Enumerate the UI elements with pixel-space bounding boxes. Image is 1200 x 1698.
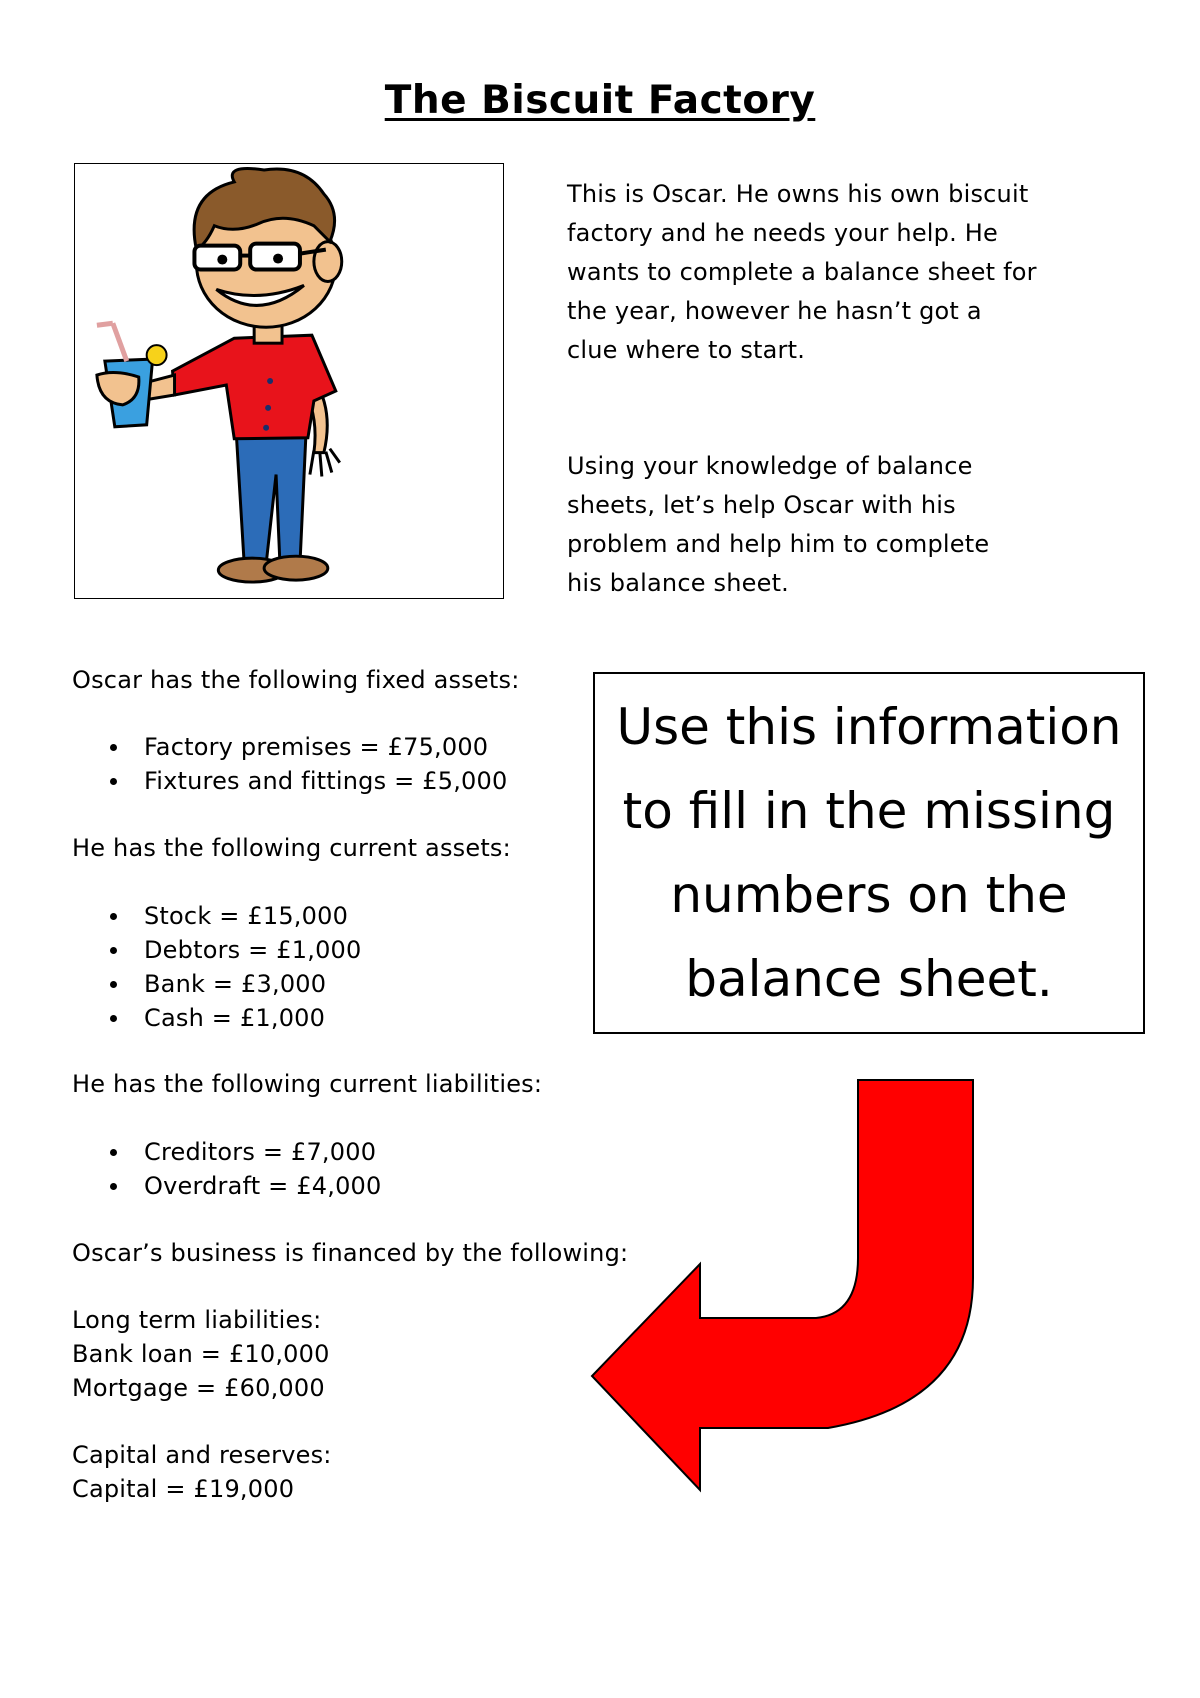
page-title: The Biscuit Factory: [384, 78, 816, 123]
list-item: [72, 967, 362, 1001]
intro-paragraph-2: Using your knowledge of balance sheets, let’s help Oscar with his problem and help him to complete his balance sheet.: [567, 452, 990, 597]
list-item-text: Creditors = £7,000: [144, 1138, 377, 1166]
capital-line: Capital = £19,000: [72, 1475, 295, 1503]
mortgage-line: Mortgage = £60,000: [72, 1374, 325, 1402]
bullet-icon: [110, 778, 117, 785]
bullet-icon: [110, 1149, 117, 1156]
bank-loan-line: Bank loan = £10,000: [72, 1340, 330, 1368]
capital-block: [72, 1438, 332, 1506]
instruction-text: Use this information to fill in the missing numbers on the balance sheet.: [616, 698, 1122, 1008]
oscar-illustration: [74, 163, 504, 599]
current-liabilities-heading: He has the following current liabilities:: [72, 1070, 543, 1098]
list-item-text: Stock = £15,000: [144, 902, 349, 930]
bullet-icon: [110, 744, 117, 751]
list-item: [72, 1001, 362, 1035]
financing-heading: Oscar’s business is financed by the following:: [72, 1239, 629, 1267]
current-assets-heading: He has the following current assets:: [72, 834, 511, 862]
bullet-icon: [110, 913, 117, 920]
list-item: [72, 730, 507, 764]
fixed-assets-list: [72, 730, 507, 798]
list-item: [72, 764, 507, 798]
list-item: [72, 899, 362, 933]
current-assets-list: [72, 899, 362, 1035]
capital-heading: Capital and reserves:: [72, 1441, 332, 1469]
cartoon-man-icon: [75, 164, 503, 598]
list-item: [72, 933, 362, 967]
curved-arrow: [588, 1078, 983, 1498]
long-term-liabilities-heading: Long term liabilities:: [72, 1306, 322, 1334]
bullet-icon: [110, 947, 117, 954]
list-item: [72, 1135, 382, 1169]
instruction-callout: [593, 672, 1145, 1034]
list-item-text: Bank = £3,000: [144, 970, 327, 998]
intro-paragraph-1: This is Oscar. He owns his own biscuit factory and he needs your help. He wants to complete a balance sheet for the year, however he hasn’t got a clue where to start.: [567, 180, 1037, 364]
bullet-icon: [110, 1015, 117, 1022]
list-item-text: Fixtures and fittings = £5,000: [144, 767, 508, 795]
bullet-icon: [110, 1183, 117, 1190]
list-item-text: Cash = £1,000: [144, 1004, 326, 1032]
list-item-text: Debtors = £1,000: [144, 936, 362, 964]
list-item: [72, 1169, 382, 1203]
curved-arrow-left-icon: [588, 1078, 983, 1498]
long-term-liabilities-block: [72, 1303, 330, 1405]
list-item-text: Factory premises = £75,000: [144, 733, 489, 761]
list-item-text: Overdraft = £4,000: [144, 1172, 382, 1200]
fixed-assets-heading: Oscar has the following fixed assets:: [72, 666, 520, 694]
current-liabilities-list: [72, 1135, 382, 1203]
bullet-icon: [110, 981, 117, 988]
